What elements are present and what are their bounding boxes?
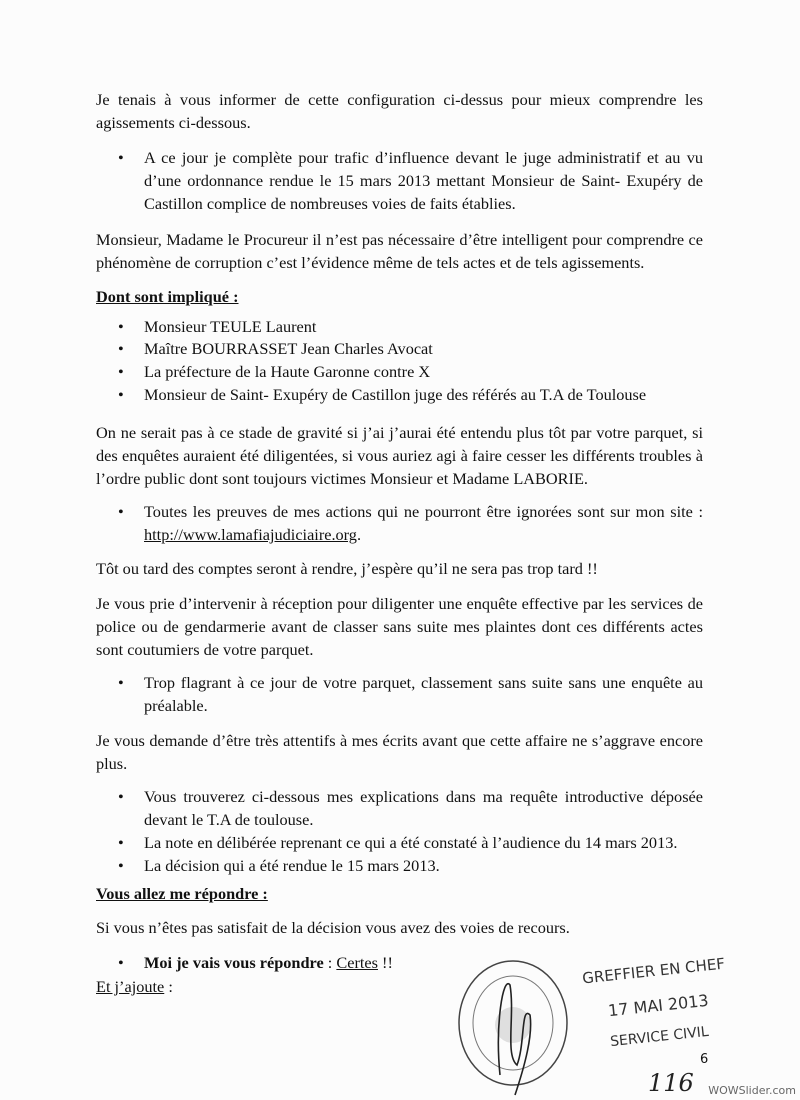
- underlined-text: Certes: [336, 953, 378, 972]
- list-item: • Vous trouverez ci-dessous mes explications dans ma requête introductive déposée devant le T.A de toulouse.: [144, 785, 703, 831]
- stamp-service: SERVICE CIVIL: [609, 1023, 710, 1051]
- website-link[interactable]: http://www.lamafiajudiciaire.org: [144, 525, 357, 544]
- bullet-item: [144, 951, 444, 974]
- stamp-date: 17 MAI 2013: [607, 990, 710, 1021]
- page-number: 6: [700, 1052, 709, 1067]
- bullet-item: • Trop flagrant à ce jour de votre parquet, classement sans suite sans une enquête au préalable.: [144, 671, 703, 717]
- punctuation: .: [356, 525, 362, 544]
- paragraph: On ne serait pas à ce stade de gravité si j’ai j’aurai été entendu plus tôt par votre parquet, si des enquêtes auraient été diligentées, si vous auriez agi à faire cesser les différents troubles à l’ordre public dont sont toujours victimes Monsieur et Madame LABORIE.: [96, 423, 703, 488]
- bold-text: Moi je vais vous répondre: [144, 953, 324, 972]
- watermark: WOWSlider.com: [708, 1084, 796, 1097]
- list-item: • Monsieur TEULE Laurent: [144, 315, 703, 338]
- paragraph: Je tenais à vous informer de cette configuration ci-dessus pour mieux comprendre les agissements ci-dessous.: [96, 90, 703, 132]
- section-heading: Dont sont impliqué :: [96, 287, 239, 306]
- punctuation: !!: [377, 953, 393, 972]
- list-item: • La décision qui a été rendue le 15 mars 2013.: [144, 854, 703, 877]
- list-item: • Maître BOURRASSET Jean Charles Avocat: [144, 337, 703, 360]
- list-item: • La préfecture de la Haute Garonne contre X: [144, 360, 703, 383]
- list-item: • La note en délibérée reprenant ce qui a été constaté à l’audience du 14 mars 2013.: [144, 831, 703, 854]
- paragraph: Je vous demande d’être très attentifs à mes écrits avant que cette affaire ne s’aggrave encore plus.: [96, 731, 703, 773]
- bullet-item: • A ce jour je complète pour trafic d’influence devant le juge administratif et au vu d’une ordonnance rendue le 15 mars 2013 mettant Monsieur de Saint- Exupéry de Castillon complice de nombreuses voies de faits établies.: [144, 146, 703, 215]
- paragraph: Monsieur, Madame le Procureur il n’est pas nécessaire d’être intelligent pour comprendre ce phénomène de corruption c’est l’évidence même de tels actes et de tels agissements.: [96, 230, 703, 272]
- punctuation: :: [323, 953, 337, 972]
- court-seal-icon: [455, 955, 575, 1100]
- handwritten-number: 116: [648, 1069, 694, 1097]
- underlined-text: Et j’ajoute: [96, 977, 165, 996]
- list-item: • Monsieur de Saint- Exupéry de Castillon juge des référés au T.A de Toulouse: [144, 383, 703, 406]
- bullet-text: Toutes les preuves de mes actions qui ne pourront être ignorées sont sur mon site :: [144, 502, 703, 521]
- punctuation: :: [164, 977, 173, 996]
- paragraph: Si vous n’êtes pas satisfait de la décision vous avez des voies de recours.: [96, 918, 570, 937]
- paragraph: [96, 975, 296, 998]
- stamp-title: GREFFIER EN CHEF: [581, 954, 726, 988]
- section-heading: Vous allez me répondre :: [96, 884, 268, 903]
- paragraph: Tôt ou tard des comptes seront à rendre, j’espère qu’il ne sera pas trop tard !!: [96, 559, 598, 578]
- paragraph: Je vous prie d’intervenir à réception pour diligenter une enquête effective par les services de police ou de gendarmerie avant de classer sans suite mes plaintes dont ces différents actes sont coutumiers de votre parquet.: [96, 594, 703, 659]
- bullet-item: [144, 500, 703, 546]
